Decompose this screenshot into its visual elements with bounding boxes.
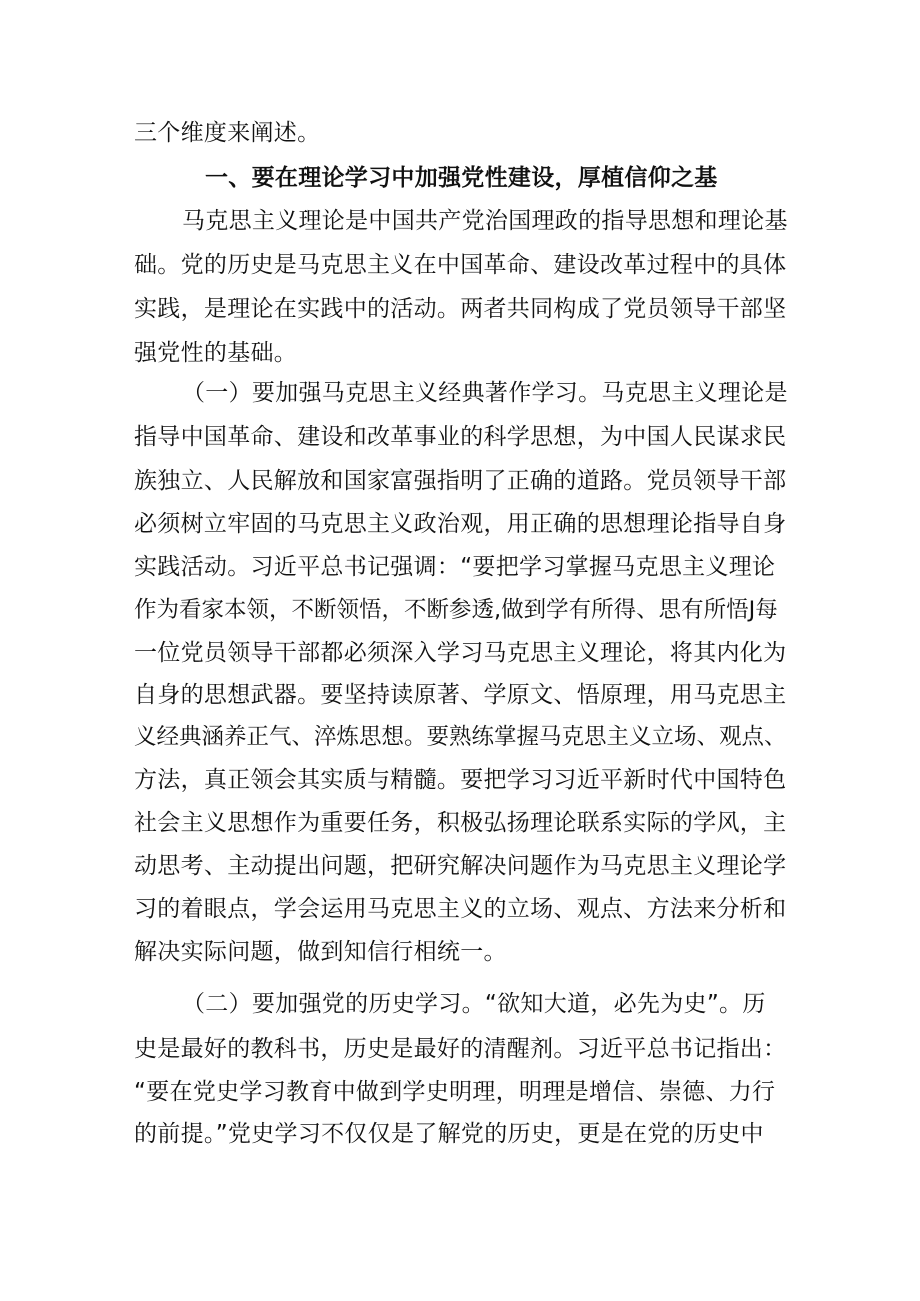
text-line: 必须树立牢固的马克思主义政治观，用正确的思想理论指导自身 (134, 511, 787, 537)
text-line: 社会主义思想作为重要任务，积极弘扬理论联系实际的学风，主 (134, 810, 787, 836)
text-line: 马克思主义理论是中国共产党治国理政的指导思想和理论基 (182, 208, 788, 234)
text-line: 的前提。”党史学习不仅仅是了解党的历史，更是在党的历史中 (134, 1121, 764, 1147)
text-line: 作为看家本领，不断领悟，不断参透,做到学有所得、思有所悟J每 (134, 597, 778, 623)
text-line: 习的着眼点，学会运用马克思主义的立场、观点、方法来分析和 (134, 896, 787, 922)
text-line: 一位党员领导干部都必须深入学习马克思主义理论，将其内化为 (134, 640, 787, 666)
section-heading: 一、要在理论学习中加强党性建设，厚植信仰之基 (205, 165, 718, 191)
subsection-line: （一）要加强马克思主义经典著作学习。马克思主义理论是 (182, 380, 788, 406)
text-line: 础。党的历史是马克思主义在中国革命、建设改革过程中的具体 (134, 252, 787, 278)
text-line: 义经典涵养正气、淬炼思想。要熟练掌握马克思主义立场、观点、 (134, 724, 787, 750)
text-line: 三个维度来阐述。 (134, 120, 321, 146)
subsection-line: （二）要加强党的历史学习。“欲知大道，必先为史”。历 (182, 991, 766, 1017)
text-line: 实践，是理论在实践中的活动。两者共同构成了党员领导干部坚 (134, 296, 787, 322)
text-line: 自身的思想武器。要坚持读原著、学原文、悟原理，用马克思主 (134, 682, 787, 708)
text-line: 动思考、主动提出问题，把研究解决问题作为马克思主义理论学 (134, 853, 787, 879)
text-line: “要在党史学习教育中做到学史明理，明理是增信、崇德、力行 (134, 1079, 776, 1105)
text-line: 指导中国革命、建设和改革事业的科学思想，为中国人民谋求民 (134, 424, 787, 450)
text-line: 解决实际问题，做到知信行相统一。 (134, 939, 507, 965)
text-line: 史是最好的教科书，历史是最好的清醒剂。习近平总书记指出： (134, 1036, 787, 1062)
text-line: 实践活动。习近平总书记强调：“要把学习掌握马克思主义理论 (134, 554, 776, 580)
text-line: 方法，真正领会其实质与精髓。要把学习习近平新时代中国特色 (134, 767, 787, 793)
text-line: 强党性的基础。 (134, 340, 298, 366)
text-line: 族独立、人民解放和国家富强指明了正确的道路。党员领导干部 (134, 468, 787, 494)
